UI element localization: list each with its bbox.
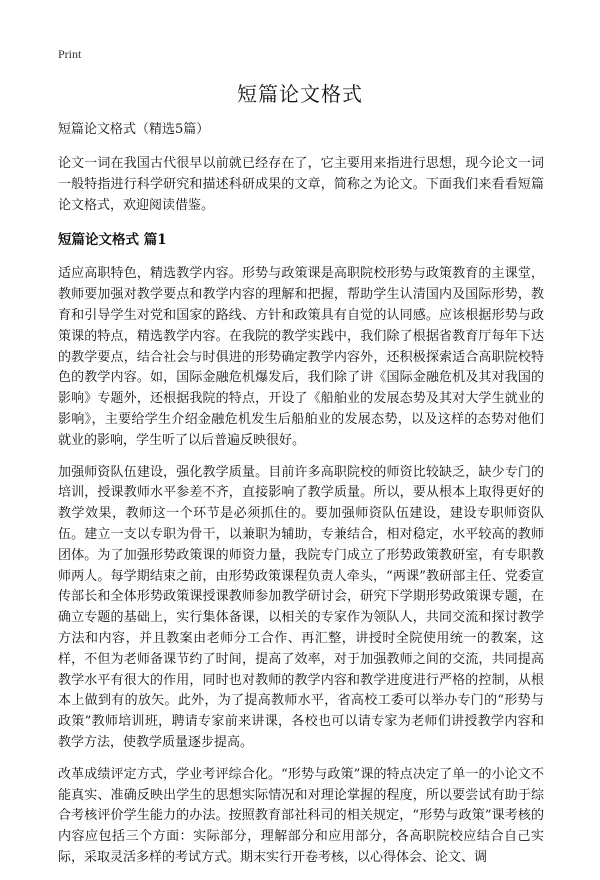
document-subtitle: 短篇论文格式（精选5篇）: [58, 122, 210, 137]
page-title: 短篇论文格式: [237, 82, 363, 106]
print-label: Print: [58, 47, 82, 61]
body-paragraph-2: 加强师资队伍建设，强化教学质量。目前许多高职院校的师资比较缺乏，缺少专门的培训，授课教师水平参差不齐，直接影响了教学质量。所以，要从根本上取得更好的教学效果，教师这一个环节是必须抓住的。要加强师资队伍建设，建设专职师资队伍。建立一支以专职为骨干，以兼职为辅助，专兼结合，相对稳定，水平较高的教师团体。为了加强形势政策课的师资力量，我院专门成立了形势政策教研室，有专职教师两人。每学期结束之前，由形势政策课程负责人牵头，“两课”教研部主任、党委宣传部长和全体形势政策课授课教师参加教学研讨会，研究下学期形势政策课专题，在确立专题的基础上，实行集体备课，以相关的专家作为领队人，共同交流和探讨教学方法和内容，并且教案由老师分工合作、再汇整，讲授时全院使用统一的教案，这样，不但为老师备课节约了时间，提高了效率，对于加强教师之间的交流，共同提高教学水平有很大的作用，同时也对教师的教学内容和教学进度进行严格的控制，从根本上做到有的放矢。此外，为了提高教师水平，省高校工委可以举办专门的“形势与政策”教师培训班，聘请专家前来讲课，各校也可以请专家为老师们讲授教学内容和教学方法，使教学质量逐步提高。: [58, 464, 544, 750]
body-paragraph-3: 改革成绩评定方式，学业考评综合化。“形势与政策”课的特点决定了单一的小论文不能真实、准确反映出学生的思想实际情况和对理论掌握的程度，所以要尝试有助于综合考核评价学生能力的办法。按照教育部社科司的相关规定，“形势与政策”课考核的内容应包括三个方面：实际部分，理解部分和应用部分，各高职院校应结合自己实际，采取灵活多样的考试方式。期末实行开卷考核，以心得体会、论文、调: [58, 766, 544, 865]
section-heading: 短篇论文格式 篇1: [58, 232, 167, 249]
document-body: [58, 120, 544, 880]
body-paragraph-1: 适应高职特色，精选教学内容。形势与政策课是高职院校形势与政策教育的主课堂，教师要加强对教学要点和教学内容的理解和把握，帮助学生认清国内及国际形势，教育和引导学生对党和国家的路线、方针和政策具有自觉的认同感。应该根据形势与政策课的特点，精选教学内容。在我院的教学实践中，我们除了根据省教育厅每年下达的教学要点，结合社会与时俱进的形势确定教学内容外，还积极探索适合高职院校特色的教学内容。如，国际金融危机爆发后，我们除了讲《国际金融危机及其对我国的影响》专题外，还根据我院的特点，开设了《船舶业的发展态势及其对大学生就业的影响》，主要给学生介绍金融危机发生后船舶业的发展态势，以及这样的态势对他们就业的影响，学生听了以后普遍反映很好。: [58, 266, 544, 448]
intro-paragraph: 论文一词在我国古代很早以前就已经存在了，它主要用来指进行思想，现今论文一词一般特指进行科学研究和描述科研成果的文章，简称之为论文。下面我们来看看短篇论文格式，欢迎阅读借鉴。: [58, 156, 544, 213]
